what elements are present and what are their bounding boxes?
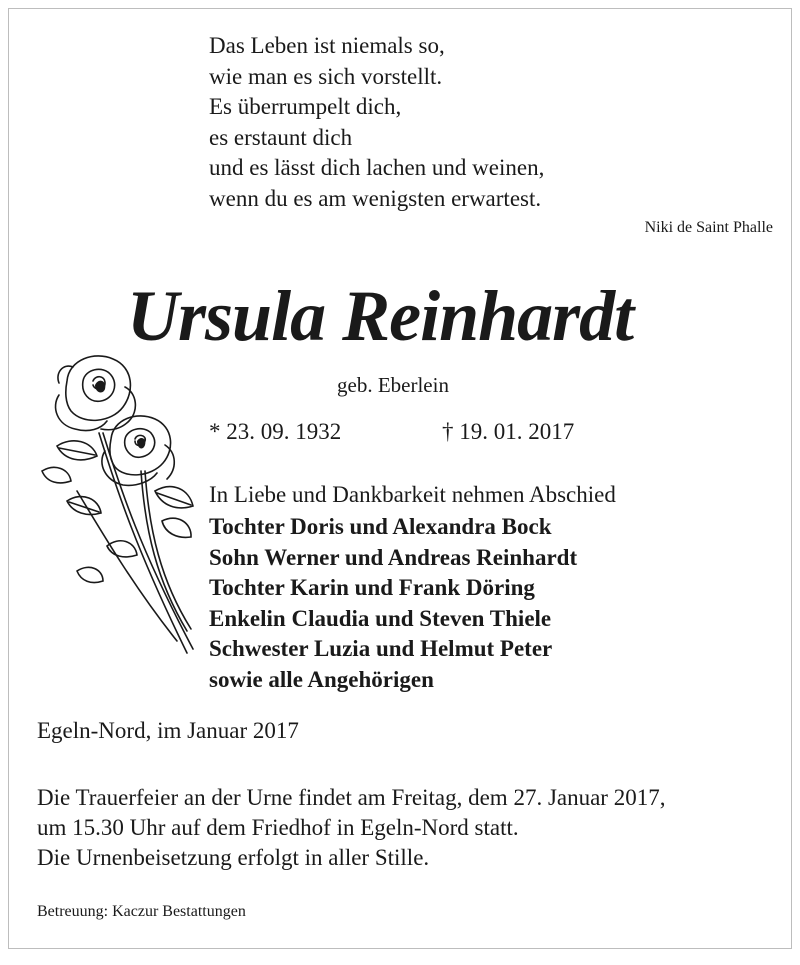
funeral-details	[37, 783, 665, 873]
poem	[209, 31, 544, 214]
mourner-line: Tochter Karin und Frank Döring	[209, 575, 535, 600]
obituary-notice	[8, 8, 792, 949]
poem-line: und es lässt dich lachen und weinen,	[209, 155, 545, 180]
mourner-line: sowie alle Angehörigen	[209, 666, 434, 692]
birth-date: * 23. 09. 1932	[209, 419, 342, 444]
roses-icon	[37, 341, 212, 666]
mourner-line: Sohn Werner und Andreas Reinhardt	[209, 544, 578, 570]
poem-line: Es überrumpelt dich,	[209, 94, 402, 119]
funeral-line: Die Trauerfeier an der Urne findet am Freitag, dem 27. Januar 2017,	[37, 785, 666, 810]
mourner-line: Schwester Luzia und Helmut Peter	[209, 636, 553, 661]
poem-line: es erstaunt dich	[209, 124, 353, 150]
poem-author: Niki de Saint Phalle	[644, 219, 773, 236]
poem-line: wie man es sich vorstellt.	[209, 63, 443, 89]
mourner-line: Tochter Doris und Alexandra Bock	[209, 514, 552, 539]
death-date: † 19. 01. 2017	[442, 419, 575, 444]
mourner-line: Enkelin Claudia und Steven Thiele	[209, 605, 552, 631]
funeral-line: um 15.30 Uhr auf dem Friedhof in Egeln-Nord statt.	[37, 815, 519, 840]
mourners-list	[209, 512, 577, 695]
mourners-intro: In Liebe und Dankbarkeit nehmen Abschied	[209, 482, 616, 507]
maiden-name: geb. Eberlein	[337, 373, 449, 397]
deceased-name: Ursula Reinhardt	[127, 276, 634, 356]
undertaker-credit: Betreuung: Kaczur Bestattungen	[37, 903, 246, 920]
poem-line: Das Leben ist niemals so,	[209, 33, 445, 58]
place-date: Egeln-Nord, im Januar 2017	[37, 718, 299, 743]
poem-line: wenn du es am wenigsten erwartest.	[209, 185, 542, 211]
funeral-line: Die Urnenbeisetzung erfolgt in aller Stille.	[37, 845, 430, 870]
